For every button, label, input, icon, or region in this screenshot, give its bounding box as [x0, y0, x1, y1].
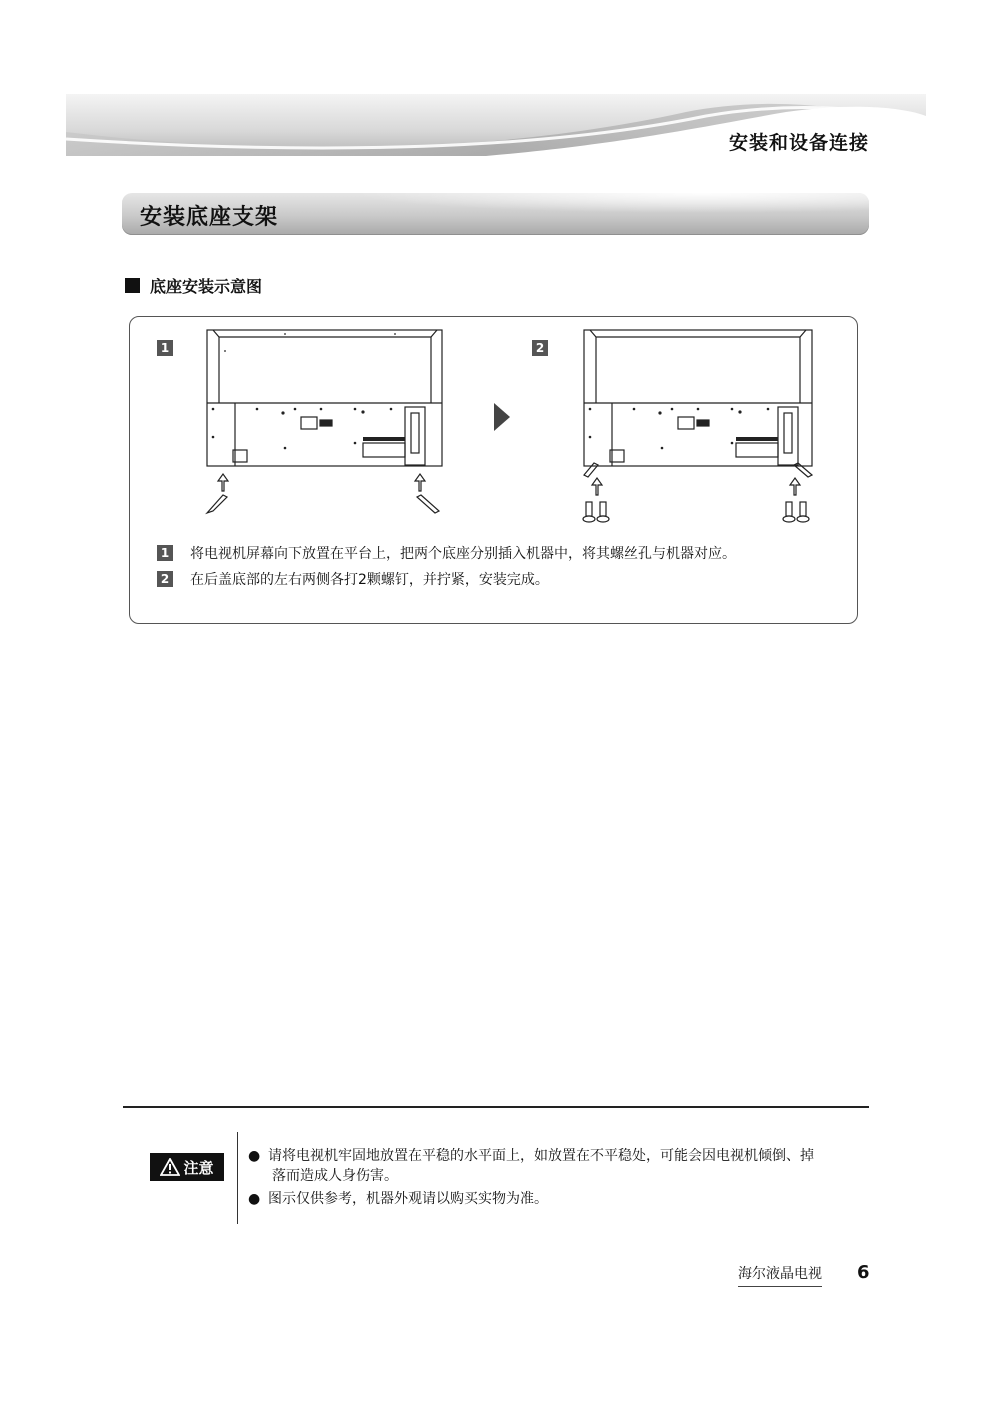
- caution-item-line: 落而造成人身伤害。: [272, 1168, 398, 1184]
- diagram-step-2-badge: 2: [532, 340, 548, 356]
- caution-divider: [123, 1106, 869, 1108]
- page-number: 6: [857, 1262, 870, 1283]
- instruction-step-1-badge: 1: [157, 545, 173, 561]
- instruction-step-2-badge: 2: [157, 571, 173, 587]
- diagram-step-1-badge: 1: [157, 340, 173, 356]
- tv-back-illustration-step-1: [195, 325, 455, 520]
- caution-item-line: 请将电视机牢固地放置在平稳的水平面上，如放置在不平稳处，可能会因电视机倾倒、掉: [268, 1148, 814, 1164]
- warning-triangle-icon: [160, 1158, 180, 1176]
- section-title-bar: [122, 193, 869, 235]
- tv-back-illustration-step-2: [572, 325, 832, 530]
- caution-vertical-rule: [237, 1132, 238, 1224]
- caution-item: [248, 1189, 868, 1209]
- caution-label: 注意: [183, 1158, 214, 1177]
- instruction-step-2-text: 在后盖底部的左右两侧各打2颗螺钉，并拧紧，安装完成。: [190, 572, 549, 588]
- caution-badge: [150, 1153, 224, 1181]
- bullet-dot-icon: ●: [248, 1148, 261, 1164]
- section-bar-highlight: [352, 193, 869, 213]
- section-title: 安装底座支架: [140, 205, 279, 230]
- subsection-heading: [125, 274, 262, 297]
- square-bullet-icon: [125, 278, 140, 293]
- next-step-arrow-icon: [492, 402, 512, 432]
- caution-item: [248, 1146, 873, 1186]
- caution-item-line: 图示仅供参考，机器外观请以购买实物为准。: [268, 1191, 548, 1207]
- footer-brand: 海尔液晶电视: [738, 1263, 822, 1287]
- subsection-heading-text: 底座安装示意图: [150, 277, 263, 296]
- instruction-step-1-text: 将电视机屏幕向下放置在平台上，把两个底座分别插入机器中，将其螺丝孔与机器对应。: [190, 546, 736, 562]
- chapter-title: 安装和设备连接: [728, 132, 869, 154]
- bullet-dot-icon: ●: [248, 1191, 261, 1207]
